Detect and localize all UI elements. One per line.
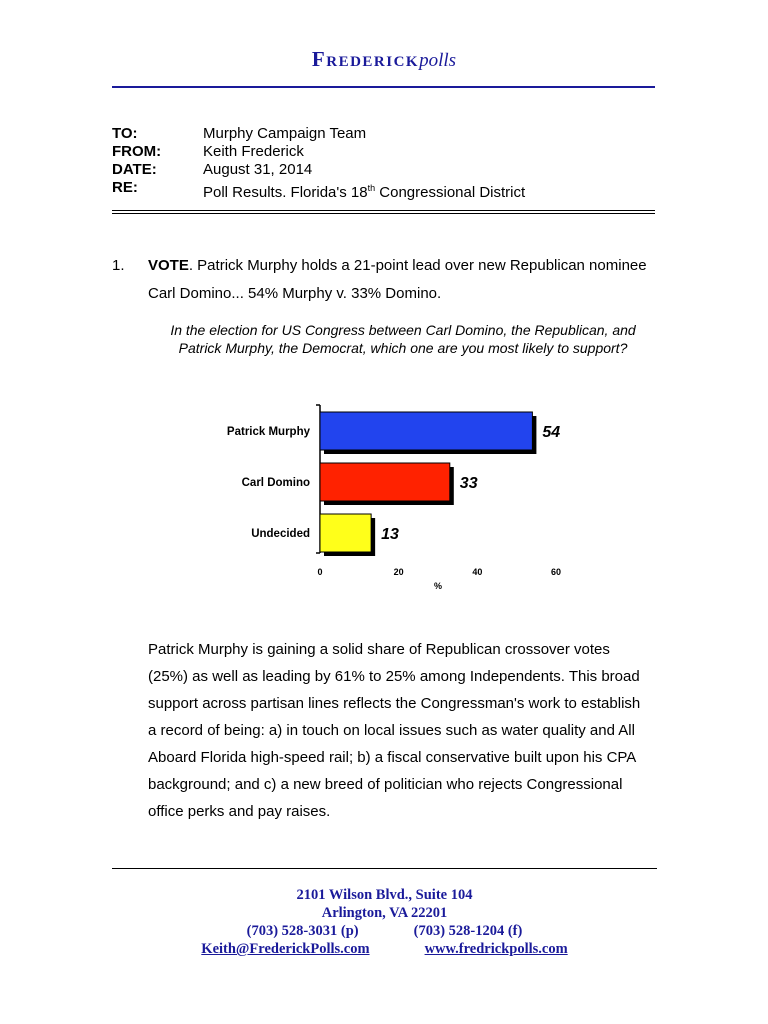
memo-from-label: FROM: bbox=[112, 143, 162, 160]
chart-x-tick-label: 40 bbox=[472, 567, 483, 577]
footer-website-link[interactable]: www.fredrickpolls.com bbox=[424, 941, 568, 957]
header-rule bbox=[112, 86, 655, 88]
memo-re-value bbox=[203, 179, 525, 202]
memo-from-value: Keith Frederick bbox=[203, 143, 304, 160]
item-body: . Patrick Murphy holds a 21-point lead over new Republican nominee Carl Domino... 54% Murphy v. 33% Domino. bbox=[148, 257, 647, 302]
memo-double-rule bbox=[112, 210, 655, 214]
chart-data-label: 33 bbox=[459, 475, 478, 492]
footer-phone: (703) 528-3031 (p) bbox=[246, 923, 359, 939]
body-paragraph: Patrick Murphy is gaining a solid share of Republican crossover votes (25%) as well as leading by 61% to 25% among Independents. This broad support across partisan lines reflects the Congressman's work to establish a record of being: a) in touch on local issues such as water quality and All Aboard Florida high-speed rail; b) a fiscal conservative built upon his CPA background; and c) a new breed of politician who rejects Congressional office perks and pay raises. bbox=[148, 641, 641, 820]
company-logo bbox=[0, 47, 768, 72]
footer-links-row bbox=[112, 940, 657, 958]
survey-question: In the election for US Congress between Carl Domino, the Republican, and Patrick Murphy, the Democrat, which one are you most likely to support? bbox=[170, 322, 636, 356]
footer-fax: (703) 528-1204 (f) bbox=[413, 923, 523, 939]
vote-bar-chart bbox=[200, 395, 580, 595]
memo-date-label: DATE: bbox=[112, 161, 157, 178]
memo-re-value-sup: th bbox=[367, 183, 376, 193]
item-heading: VOTE bbox=[148, 257, 189, 274]
item-text bbox=[148, 252, 668, 308]
chart-data-label: 54 bbox=[542, 424, 561, 441]
memo-to-label: TO: bbox=[112, 125, 138, 142]
memo-to-value: Murphy Campaign Team bbox=[203, 125, 367, 142]
chart-bar bbox=[320, 514, 371, 552]
logo-main-text: Frederick bbox=[311, 47, 420, 71]
memo-re-value-pre: Poll Results. Florida's 18 bbox=[203, 184, 368, 201]
memo-re-value-post: Congressional District bbox=[375, 184, 526, 201]
logo-script-text: polls bbox=[419, 50, 457, 71]
memo-header bbox=[112, 125, 525, 202]
item-number: 1. bbox=[112, 257, 125, 274]
chart-x-axis-label: % bbox=[433, 581, 443, 591]
footer-phone-row bbox=[112, 922, 657, 940]
footer-address-line2: Arlington, VA 22201 bbox=[321, 905, 448, 921]
chart-category-label: Carl Domino bbox=[241, 477, 310, 489]
chart-bar bbox=[320, 463, 450, 501]
memo-re-label: RE: bbox=[112, 179, 138, 196]
chart-category-label: Patrick Murphy bbox=[226, 426, 310, 438]
footer bbox=[112, 886, 657, 958]
footer-address-line1: 2101 Wilson Blvd., Suite 104 bbox=[296, 887, 473, 903]
chart-x-tick-label: 0 bbox=[317, 567, 323, 577]
footer-rule bbox=[112, 868, 657, 869]
memo-date-row bbox=[112, 161, 525, 179]
chart-category-label: Undecided bbox=[251, 528, 310, 540]
chart-x-tick-label: 60 bbox=[550, 567, 562, 577]
footer-email-link[interactable]: Keith@FrederickPolls.com bbox=[201, 941, 370, 957]
chart-data-label: 13 bbox=[381, 526, 399, 543]
memo-from-row bbox=[112, 143, 525, 161]
memo-date-value: August 31, 2014 bbox=[203, 161, 313, 178]
chart-x-tick-label: 20 bbox=[393, 567, 404, 577]
chart-bar bbox=[320, 412, 532, 450]
memo-to-row bbox=[112, 125, 525, 143]
memo-re-row bbox=[112, 179, 525, 202]
